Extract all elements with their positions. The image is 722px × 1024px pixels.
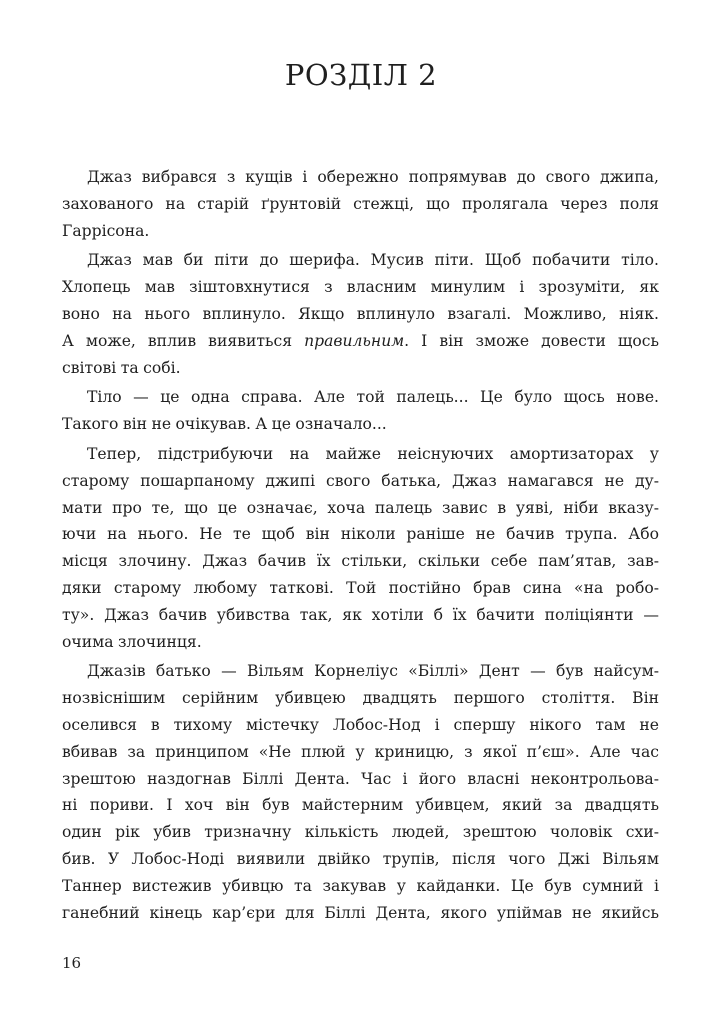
text-line: Джаз мав би піти до шерифа. Мусив піти. Щоб побачити тіло. xyxy=(87,251,659,270)
text-line: Такого він не очікував. А це означало... xyxy=(62,415,387,434)
body-text xyxy=(62,164,659,926)
chapter-title: РОЗДІЛ 2 xyxy=(284,58,438,92)
text-line: А може, вплив виявиться правильним. І він зможе довести щось xyxy=(62,331,659,350)
text-line: оселився в тихому містечку Лобос-Нод і спершу нікого там не xyxy=(62,715,659,734)
text-line: Хлопець мав зіштовхнутися з власним минулим і зрозуміти, як xyxy=(62,278,659,297)
text-line: воно на нього вплинуло. Якщо вплинуло взагалі. Можливо, ніяк. xyxy=(62,304,659,323)
text-line: ту». Джаз бачив убивства так, як хотіли б їх бачити поліціянти — xyxy=(62,605,659,624)
text-line: Джаз вибрався з кущів і обережно попрямував до свого джипа, xyxy=(87,168,659,186)
text-line: світові та собі. xyxy=(62,358,181,377)
text-line: Тіло — це одна справа. Але той палець... Це було щось нове. xyxy=(87,388,659,407)
text-line: Таннер вистежив убивцю та закував у кайданки. Це був сумний і xyxy=(62,876,659,895)
text-line: місця злочину. Джаз бачив їх стільки, скільки себе пам’ятав, зав- xyxy=(62,552,659,571)
paragraph xyxy=(62,658,659,926)
text-line: зрештою наздогнав Біллі Дента. Час і його власні неконтрольова- xyxy=(62,769,659,788)
text-line: очима злочинця. xyxy=(62,632,202,651)
text-line: Гаррісона. xyxy=(62,221,150,240)
paragraph xyxy=(62,247,659,381)
text-line: бив. У Лобос-Ноді виявили двійко трупів, після чого Джі Вільям xyxy=(62,849,659,868)
text-line: ючи на нього. Не те щоб він ніколи раніше не бачив трупа. Або xyxy=(62,525,659,544)
text-line: один рік убив тризначну кількість людей, зрештою чоловік схи- xyxy=(62,823,659,842)
emphasized-word: правильним xyxy=(304,331,405,350)
text-line: мати про те, що це означає, хоча палець завис в уяві, ніби вказу- xyxy=(62,498,659,517)
text-line: дяки старому любому таткові. Той постійно брав сина «на робо- xyxy=(62,578,659,597)
page-number: 16 xyxy=(62,954,82,972)
paragraph xyxy=(62,441,659,655)
text-line: Джазів батько — Вільям Корнеліус «Біллі» Дент — був найсум- xyxy=(87,662,659,681)
text-line: нозвіснішим серійним убивцею двадцять першого століття. Він xyxy=(62,689,659,708)
text-line: ні пориви. І хоч він був майстерним убивцем, який за двадцять xyxy=(62,796,659,815)
text-line: вбивав за принципом «Не плюй у криницю, з якої п’єш». Але час xyxy=(62,742,659,761)
text-line: Тепер, підстрибуючи на майже неіснуючих амортизаторах у xyxy=(87,444,659,463)
text-line: старому пошарпаному джипі свого батька, Джаз намагався не ду- xyxy=(62,471,659,490)
paragraph xyxy=(62,164,659,244)
paragraph xyxy=(62,384,659,438)
text-line: захованого на старій ґрунтовій стежці, що пролягала через поля xyxy=(62,194,659,213)
text-line: ганебний кінець кар’єри для Біллі Дента, якого упіймав не якийсь xyxy=(62,903,659,922)
